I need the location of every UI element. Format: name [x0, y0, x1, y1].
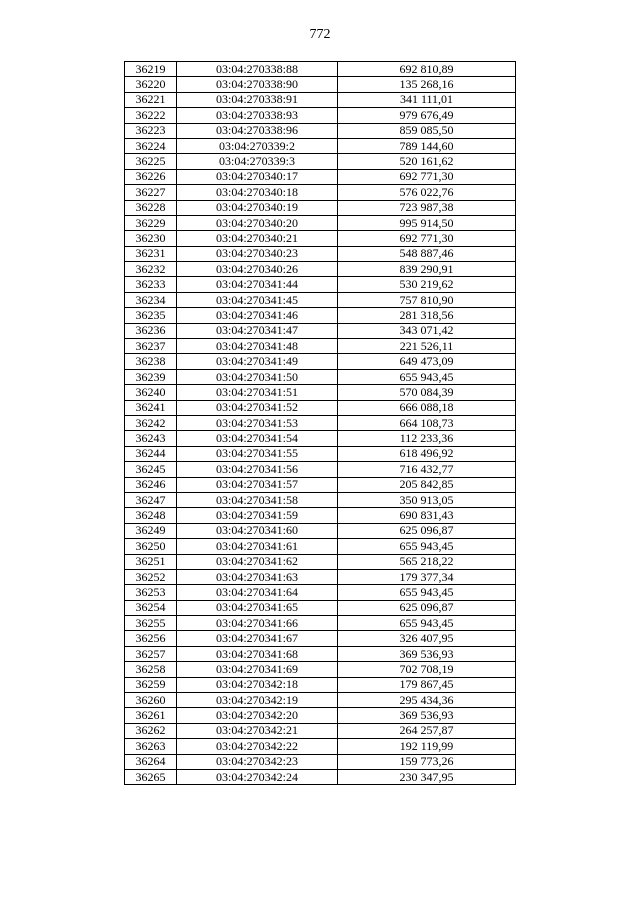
- cadastral-number-cell: 03:04:270341:45: [177, 292, 338, 307]
- table-row: [125, 215, 516, 230]
- value-cell: 655 943,45: [338, 539, 516, 554]
- cadastral-number-cell: 03:04:270341:49: [177, 354, 338, 369]
- row-number-cell: 36264: [125, 754, 177, 769]
- row-number-cell: 36244: [125, 446, 177, 461]
- table-row: [125, 323, 516, 338]
- cadastral-number-cell: 03:04:270341:48: [177, 339, 338, 354]
- value-cell: 570 084,39: [338, 385, 516, 400]
- row-number-cell: 36249: [125, 523, 177, 538]
- row-number-cell: 36254: [125, 600, 177, 615]
- row-number-cell: 36241: [125, 400, 177, 415]
- table-row: [125, 354, 516, 369]
- cadastral-number-cell: 03:04:270341:55: [177, 446, 338, 461]
- table-row: [125, 708, 516, 723]
- cadastral-number-cell: 03:04:270341:61: [177, 539, 338, 554]
- table-row: [125, 508, 516, 523]
- row-number-cell: 36242: [125, 415, 177, 430]
- value-cell: 789 144,60: [338, 138, 516, 153]
- table-row: [125, 385, 516, 400]
- value-cell: 576 022,76: [338, 185, 516, 200]
- value-cell: 369 536,93: [338, 646, 516, 661]
- row-number-cell: 36248: [125, 508, 177, 523]
- row-number-cell: 36262: [125, 723, 177, 738]
- cadastral-number-cell: 03:04:270341:57: [177, 477, 338, 492]
- table-row: [125, 339, 516, 354]
- table-row: [125, 262, 516, 277]
- table-row: [125, 523, 516, 538]
- value-cell: 135 268,16: [338, 77, 516, 92]
- row-number-cell: 36253: [125, 585, 177, 600]
- row-number-cell: 36225: [125, 154, 177, 169]
- row-number-cell: 36258: [125, 662, 177, 677]
- row-number-cell: 36246: [125, 477, 177, 492]
- value-cell: 221 526,11: [338, 339, 516, 354]
- row-number-cell: 36245: [125, 462, 177, 477]
- table-row: [125, 693, 516, 708]
- table-row: [125, 169, 516, 184]
- value-cell: 565 218,22: [338, 554, 516, 569]
- cadastral-number-cell: 03:04:270342:24: [177, 769, 338, 784]
- cadastral-number-cell: 03:04:270338:90: [177, 77, 338, 92]
- table-row: [125, 431, 516, 446]
- row-number-cell: 36231: [125, 246, 177, 261]
- table-row: [125, 154, 516, 169]
- value-cell: 716 432,77: [338, 462, 516, 477]
- row-number-cell: 36252: [125, 569, 177, 584]
- cadastral-number-cell: 03:04:270341:65: [177, 600, 338, 615]
- cadastral-number-cell: 03:04:270338:93: [177, 108, 338, 123]
- row-number-cell: 36240: [125, 385, 177, 400]
- table-row: [125, 200, 516, 215]
- table-row: [125, 677, 516, 692]
- row-number-cell: 36236: [125, 323, 177, 338]
- value-cell: 179 867,45: [338, 677, 516, 692]
- value-cell: 369 536,93: [338, 708, 516, 723]
- value-cell: 192 119,99: [338, 739, 516, 754]
- value-cell: 666 088,18: [338, 400, 516, 415]
- value-cell: 655 943,45: [338, 585, 516, 600]
- row-number-cell: 36226: [125, 169, 177, 184]
- cadastral-number-cell: 03:04:270342:23: [177, 754, 338, 769]
- table-row: [125, 754, 516, 769]
- cadastral-number-cell: 03:04:270342:21: [177, 723, 338, 738]
- value-cell: 159 773,26: [338, 754, 516, 769]
- cadastral-number-cell: 03:04:270342:20: [177, 708, 338, 723]
- cadastral-number-cell: 03:04:270338:91: [177, 92, 338, 107]
- cadastral-number-cell: 03:04:270341:66: [177, 616, 338, 631]
- row-number-cell: 36223: [125, 123, 177, 138]
- cadastral-number-cell: 03:04:270341:67: [177, 631, 338, 646]
- table-row: [125, 723, 516, 738]
- table-row: [125, 600, 516, 615]
- cadastral-number-cell: 03:04:270340:18: [177, 185, 338, 200]
- cadastral-number-cell: 03:04:270341:59: [177, 508, 338, 523]
- value-cell: 723 987,38: [338, 200, 516, 215]
- value-cell: 281 318,56: [338, 308, 516, 323]
- row-number-cell: 36220: [125, 77, 177, 92]
- value-cell: 326 407,95: [338, 631, 516, 646]
- cadastral-number-cell: 03:04:270338:96: [177, 123, 338, 138]
- table-row: [125, 492, 516, 507]
- value-cell: 859 085,50: [338, 123, 516, 138]
- table-row: [125, 138, 516, 153]
- table-row: [125, 554, 516, 569]
- row-number-cell: 36234: [125, 292, 177, 307]
- cadastral-number-cell: 03:04:270342:18: [177, 677, 338, 692]
- cadastral-number-cell: 03:04:270341:60: [177, 523, 338, 538]
- cadastral-number-cell: 03:04:270338:88: [177, 62, 338, 77]
- row-number-cell: 36233: [125, 277, 177, 292]
- row-number-cell: 36224: [125, 138, 177, 153]
- cadastral-number-cell: 03:04:270340:17: [177, 169, 338, 184]
- cadastral-number-cell: 03:04:270341:69: [177, 662, 338, 677]
- cadastral-number-cell: 03:04:270341:54: [177, 431, 338, 446]
- row-number-cell: 36255: [125, 616, 177, 631]
- table-row: [125, 769, 516, 784]
- value-cell: 692 771,30: [338, 231, 516, 246]
- cadastral-number-cell: 03:04:270340:21: [177, 231, 338, 246]
- table-row: [125, 646, 516, 661]
- value-cell: 548 887,46: [338, 246, 516, 261]
- value-cell: 757 810,90: [338, 292, 516, 307]
- value-cell: 230 347,95: [338, 769, 516, 784]
- table-row: [125, 108, 516, 123]
- row-number-cell: 36256: [125, 631, 177, 646]
- value-cell: 530 219,62: [338, 277, 516, 292]
- value-cell: 692 771,30: [338, 169, 516, 184]
- cadastral-number-cell: 03:04:270339:2: [177, 138, 338, 153]
- value-cell: 350 913,05: [338, 492, 516, 507]
- value-cell: 343 071,42: [338, 323, 516, 338]
- table-row: [125, 62, 516, 77]
- table-row: [125, 77, 516, 92]
- table-row: [125, 569, 516, 584]
- table-row: [125, 369, 516, 384]
- row-number-cell: 36227: [125, 185, 177, 200]
- value-cell: 664 108,73: [338, 415, 516, 430]
- cadastral-number-cell: 03:04:270341:46: [177, 308, 338, 323]
- table-row: [125, 277, 516, 292]
- value-cell: 112 233,36: [338, 431, 516, 446]
- table-row: [125, 123, 516, 138]
- row-number-cell: 36219: [125, 62, 177, 77]
- records-table: [124, 61, 516, 785]
- cadastral-number-cell: 03:04:270341:53: [177, 415, 338, 430]
- value-cell: 341 111,01: [338, 92, 516, 107]
- cadastral-number-cell: 03:04:270341:44: [177, 277, 338, 292]
- cadastral-number-cell: 03:04:270340:23: [177, 246, 338, 261]
- row-number-cell: 36259: [125, 677, 177, 692]
- row-number-cell: 36228: [125, 200, 177, 215]
- row-number-cell: 36238: [125, 354, 177, 369]
- value-cell: 655 943,45: [338, 369, 516, 384]
- value-cell: 655 943,45: [338, 616, 516, 631]
- row-number-cell: 36239: [125, 369, 177, 384]
- value-cell: 690 831,43: [338, 508, 516, 523]
- table-row: [125, 308, 516, 323]
- cadastral-number-cell: 03:04:270342:19: [177, 693, 338, 708]
- cadastral-number-cell: 03:04:270341:47: [177, 323, 338, 338]
- row-number-cell: 36263: [125, 739, 177, 754]
- cadastral-number-cell: 03:04:270341:68: [177, 646, 338, 661]
- cadastral-number-cell: 03:04:270340:26: [177, 262, 338, 277]
- table-row: [125, 539, 516, 554]
- row-number-cell: 36222: [125, 108, 177, 123]
- row-number-cell: 36250: [125, 539, 177, 554]
- value-cell: 520 161,62: [338, 154, 516, 169]
- table-row: [125, 616, 516, 631]
- page-number: 772: [309, 27, 331, 42]
- table-row: [125, 662, 516, 677]
- table-row: [125, 92, 516, 107]
- row-number-cell: 36232: [125, 262, 177, 277]
- row-number-cell: 36251: [125, 554, 177, 569]
- row-number-cell: 36247: [125, 492, 177, 507]
- table-row: [125, 585, 516, 600]
- cadastral-number-cell: 03:04:270341:64: [177, 585, 338, 600]
- row-number-cell: 36265: [125, 769, 177, 784]
- table-row: [125, 415, 516, 430]
- row-number-cell: 36261: [125, 708, 177, 723]
- value-cell: 618 496,92: [338, 446, 516, 461]
- table-row: [125, 631, 516, 646]
- cadastral-number-cell: 03:04:270341:63: [177, 569, 338, 584]
- row-number-cell: 36237: [125, 339, 177, 354]
- cadastral-number-cell: 03:04:270340:19: [177, 200, 338, 215]
- value-cell: 979 676,49: [338, 108, 516, 123]
- cadastral-number-cell: 03:04:270341:62: [177, 554, 338, 569]
- table-row: [125, 185, 516, 200]
- cadastral-number-cell: 03:04:270340:20: [177, 215, 338, 230]
- value-cell: 692 810,89: [338, 62, 516, 77]
- value-cell: 839 290,91: [338, 262, 516, 277]
- value-cell: 702 708,19: [338, 662, 516, 677]
- value-cell: 295 434,36: [338, 693, 516, 708]
- value-cell: 264 257,87: [338, 723, 516, 738]
- value-cell: 995 914,50: [338, 215, 516, 230]
- cadastral-number-cell: 03:04:270339:3: [177, 154, 338, 169]
- table-row: [125, 246, 516, 261]
- records-table-body: [125, 62, 516, 785]
- table-row: [125, 462, 516, 477]
- cadastral-number-cell: 03:04:270341:58: [177, 492, 338, 507]
- value-cell: 205 842,85: [338, 477, 516, 492]
- value-cell: 625 096,87: [338, 523, 516, 538]
- cadastral-number-cell: 03:04:270341:52: [177, 400, 338, 415]
- row-number-cell: 36230: [125, 231, 177, 246]
- cadastral-number-cell: 03:04:270341:56: [177, 462, 338, 477]
- row-number-cell: 36229: [125, 215, 177, 230]
- table-row: [125, 400, 516, 415]
- row-number-cell: 36221: [125, 92, 177, 107]
- cadastral-number-cell: 03:04:270342:22: [177, 739, 338, 754]
- row-number-cell: 36260: [125, 693, 177, 708]
- table-row: [125, 739, 516, 754]
- value-cell: 179 377,34: [338, 569, 516, 584]
- value-cell: 649 473,09: [338, 354, 516, 369]
- cadastral-number-cell: 03:04:270341:50: [177, 369, 338, 384]
- table-row: [125, 231, 516, 246]
- value-cell: 625 096,87: [338, 600, 516, 615]
- table-row: [125, 446, 516, 461]
- table-row: [125, 477, 516, 492]
- cadastral-number-cell: 03:04:270341:51: [177, 385, 338, 400]
- row-number-cell: 36235: [125, 308, 177, 323]
- table-row: [125, 292, 516, 307]
- row-number-cell: 36257: [125, 646, 177, 661]
- row-number-cell: 36243: [125, 431, 177, 446]
